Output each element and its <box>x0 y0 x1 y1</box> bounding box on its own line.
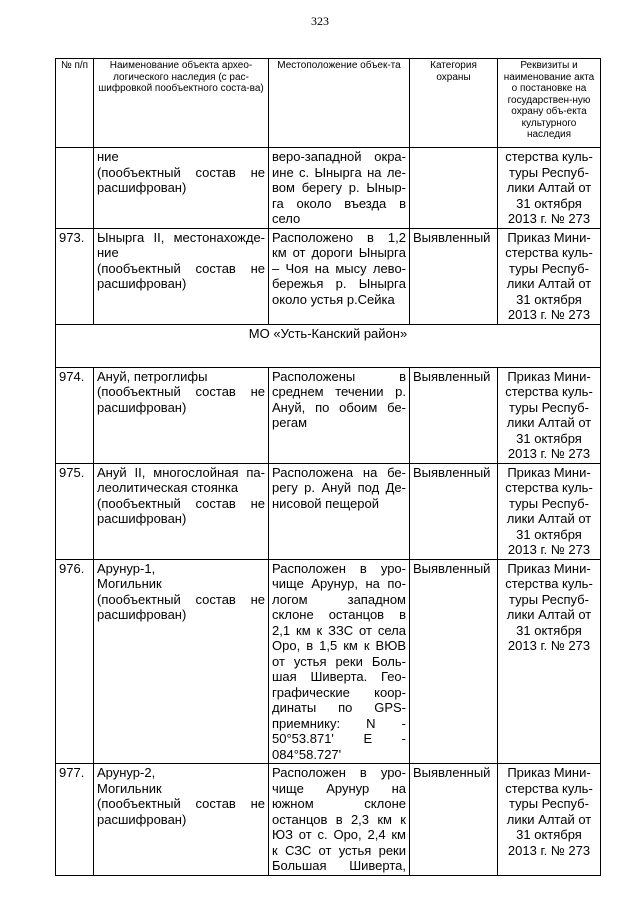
object-location: Расположены в среднем течении р. Ануй, по обоим бе- регам <box>269 367 410 463</box>
object-name: Ыныргa II, местонахожде- ние (пообъектный состав не расшифрован) <box>94 228 269 324</box>
object-location: Расположена на бе- регу р. Ануй под Де- нисовой пещерой <box>269 463 410 559</box>
protection-category <box>410 148 498 229</box>
object-name: Арунур-1, Могильник (пообъектный состав не расшифрован) <box>94 559 269 764</box>
table-row <box>56 367 601 463</box>
requisites: Приказ Мини- стерства куль- туры Респуб- лики Алтай от 31 октября 2013 г. № 273 <box>498 367 601 463</box>
table-row <box>56 764 601 876</box>
heritage-registry-table <box>55 58 601 876</box>
district-row <box>56 324 601 367</box>
table-row <box>56 463 601 559</box>
table-header-row <box>56 59 601 148</box>
object-name: Ануй II, многослойная па- леолитическая стоянка (пообъектный состав не расшифрован) <box>94 463 269 559</box>
row-number: 975. <box>56 463 94 559</box>
requisites: стерства куль- туры Респуб- лики Алтай от 31 октября 2013 г. № 273 <box>498 148 601 229</box>
requisites: Приказ Мини- стерства куль- туры Респуб- лики Алтай от 31 октября 2013 г. № 273 <box>498 228 601 324</box>
table-row <box>56 559 601 764</box>
object-name: Ануй, петроглифы (пообъектный состав не расшифрован) <box>94 367 269 463</box>
requisites: Приказ Мини- стерства куль- туры Респуб- лики Алтай от 31 октября 2013 г. № 273 <box>498 559 601 764</box>
object-location: Расположен в уро- чище Арунур на южном склоне останцов в 2,3 км к ЮЗ от с. Оро, 2,4 км к СЗС от устья реки Большая Шиверта, <box>269 764 410 876</box>
row-number: 974. <box>56 367 94 463</box>
requisites: Приказ Мини- стерства куль- туры Респуб- лики Алтай от 31 октября 2013 г. № 273 <box>498 764 601 876</box>
table-row <box>56 148 601 229</box>
object-location: Расположено в 1,2 км от дороги Ыныргa – Чоя на мысу лево- бережья р. Ыныргa около устья р.Сейка <box>269 228 410 324</box>
protection-category: Выявленный <box>410 228 498 324</box>
object-location: веро-западной окра- ине с. Ыныргa на ле- вом берегу р. Ыныр- га около въезда в село <box>269 148 410 229</box>
protection-category: Выявленный <box>410 559 498 764</box>
requisites: Приказ Мини- стерства куль- туры Респуб- лики Алтай от 31 октября 2013 г. № 273 <box>498 463 601 559</box>
protection-category: Выявленный <box>410 367 498 463</box>
object-location: Расположен в уро- чище Арунур, на по- логом западном склоне останцов в 2,1 км к ЗЗС от села Оро, в 1,5 км к ВЮВ от устья реки Боль- шая Шиверта. Гео- графические коор- динаты по GPS- приемнику: N - 50°53.871' E - 084°58.727' <box>269 559 410 764</box>
district-title: МО «Усть-Канский район» <box>56 324 601 367</box>
header-location: Местоположение объек-та <box>269 59 410 148</box>
table-row <box>56 228 601 324</box>
protection-category: Выявленный <box>410 463 498 559</box>
header-requisites: Реквизиты и наименование акта о постановке на государствен-ную охрану объ-екта культурного наследия <box>498 59 601 148</box>
row-number <box>56 148 94 229</box>
protection-category: Выявленный <box>410 764 498 876</box>
row-number: 977. <box>56 764 94 876</box>
row-number: 976. <box>56 559 94 764</box>
row-number: 973. <box>56 228 94 324</box>
header-category: Категория охраны <box>410 59 498 148</box>
header-object-name: Наименование объекта архео-логического наследия (с рас-шифровкой пообъектного соста-ва) <box>94 59 269 148</box>
object-name: ние (пообъектный состав не расшифрован) <box>94 148 269 229</box>
page-number: 323 <box>311 14 329 28</box>
object-name: Арунур-2, Могильник (пообъектный состав не расшифрован) <box>94 764 269 876</box>
header-number: № п/п <box>56 59 94 148</box>
